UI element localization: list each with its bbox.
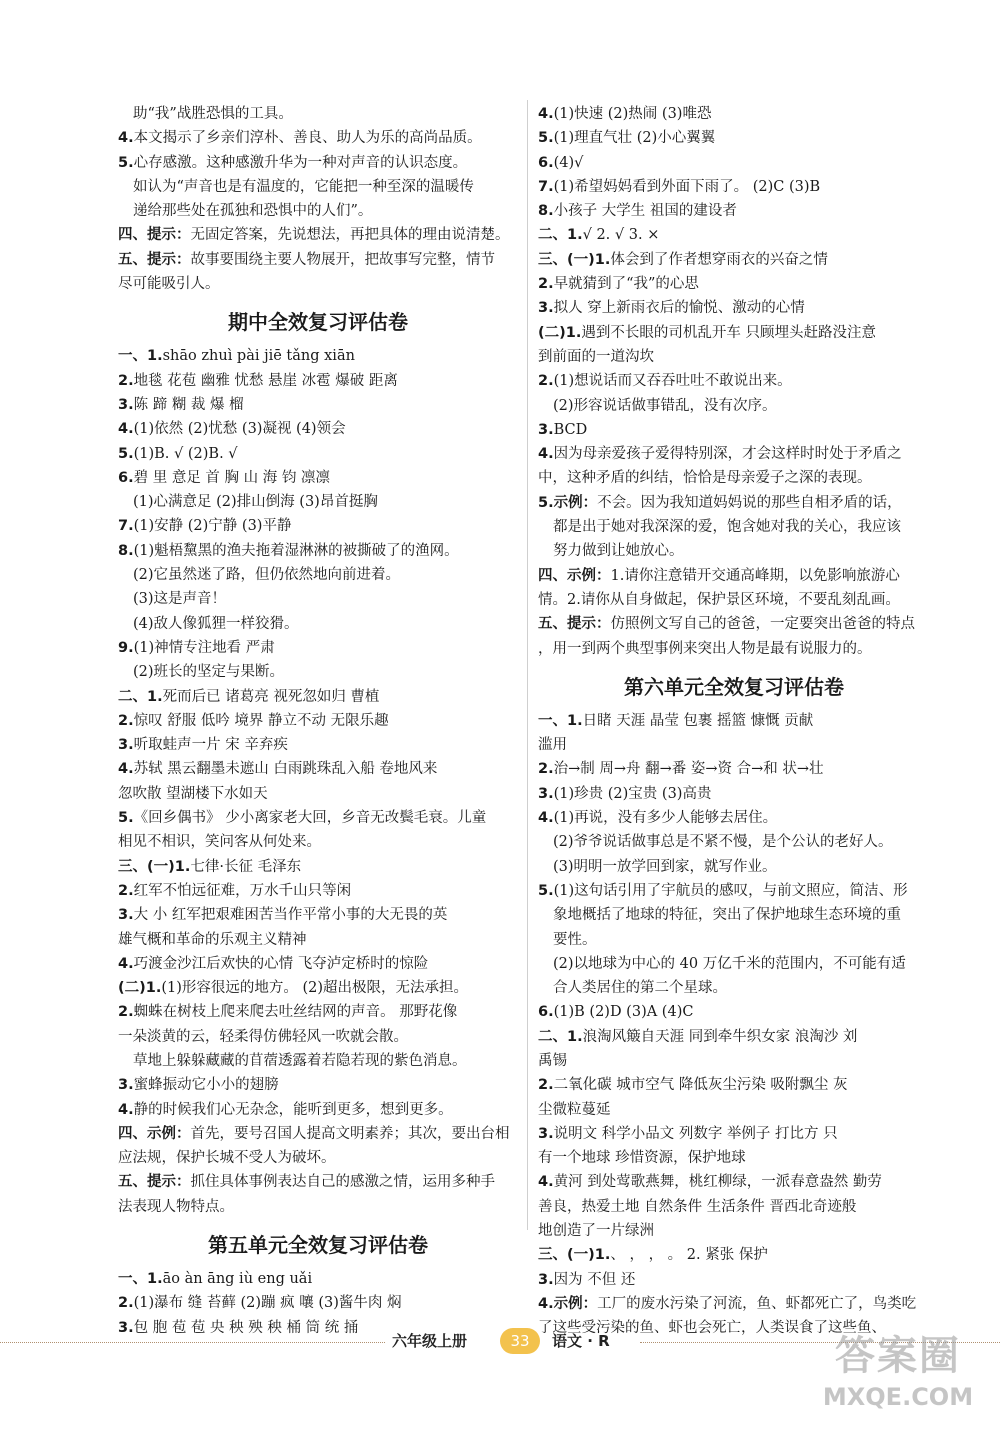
answer-line <box>118 612 518 636</box>
answer-line <box>538 296 930 320</box>
answer-text: 禹锡 <box>538 1052 567 1069</box>
answer-text: 善良，热爱土地 自然条件 生活条件 晋西北奇迹般 <box>538 1198 857 1215</box>
answer-line <box>538 637 930 661</box>
answer-number: 6. <box>118 469 134 486</box>
answer-text: 陈 蹄 糊 裁 爆 榴 <box>133 396 244 413</box>
answer-line <box>118 369 518 393</box>
answer-line <box>538 782 930 806</box>
answer-text: (1)再说，没有多少人能够去居住。 <box>553 810 778 827</box>
answer-text: 忽吹散 望湖楼下水如天 <box>118 785 268 802</box>
answer-line <box>118 199 518 223</box>
answer-text: BCD <box>553 421 588 438</box>
answer-text: 到前面的一道沟坎 <box>538 348 654 365</box>
answer-text: 草地上躲躲藏藏的苜蓿透露着若隐若现的紫色消息。 <box>133 1052 467 1069</box>
answer-line <box>538 1268 930 1292</box>
answer-number: 7. <box>118 518 134 535</box>
answer-line <box>118 442 518 466</box>
answer-line <box>118 879 518 903</box>
answer-text: 听取蛙声一片 宋 辛弃疾 <box>133 737 288 754</box>
answer-line <box>538 1025 930 1049</box>
answer-line <box>538 709 930 733</box>
answer-text: 无固定答案，先说想法，再把具体的理由说清楚。 <box>190 227 510 244</box>
left-answer-column <box>118 102 518 1340</box>
answer-text: (1)形容很远的地方。 (2)超出极限，无法承担。 <box>161 980 469 997</box>
answer-line <box>538 612 930 636</box>
answer-text: 遇到不长眼的司机乱开车 只顾埋头赶路没注意 <box>581 324 876 341</box>
answer-text: (1)珍贵 (2)宝贵 (3)高贵 <box>553 785 712 802</box>
answer-line <box>538 733 930 757</box>
answer-number: 2. <box>538 1077 554 1094</box>
answer-text: 不会。因为我知道妈妈说的那些自相矛盾的话， <box>597 494 902 511</box>
answer-text: 中，这种矛盾的纠结，恰恰是母亲爱子之深的表现。 <box>538 470 872 487</box>
answer-number: 8. <box>118 542 134 559</box>
answer-line <box>118 855 518 879</box>
answer-line <box>538 491 930 515</box>
answer-number: 7. <box>538 178 554 195</box>
answer-line <box>538 248 930 272</box>
answer-line <box>118 636 518 660</box>
answer-text: shāo zhuì pài jiē tǎng xiān <box>162 348 355 365</box>
answer-number: 三、(一)1. <box>118 858 191 875</box>
section-title: 第五单元全效复习评估卷 <box>208 1233 428 1258</box>
answer-line <box>118 126 518 150</box>
answer-text: 早就猜到了“我”的心思 <box>553 276 699 293</box>
answer-text: (4)敌人像狐狸一样狡猾。 <box>133 615 299 632</box>
answer-line <box>538 345 930 369</box>
answer-text: 惊叹 舒服 低吟 境界 静立不动 无限乐趣 <box>133 712 389 729</box>
answer-number: 二、1. <box>118 688 163 705</box>
answer-line <box>118 1000 518 1024</box>
answer-number: 5.示例： <box>538 494 598 511</box>
answer-text: 了这些受污染的鱼、虾也会死亡，人类误食了这些鱼、 <box>538 1320 886 1337</box>
answer-text: 静的时候我们心无杂念，能听到更多，想到更多。 <box>133 1101 453 1118</box>
answer-number: 一、1. <box>118 348 163 365</box>
answer-line <box>538 515 930 539</box>
right-answer-column <box>538 102 930 1341</box>
answer-text: 心存感激。这种感激升华为一种对声音的认识态度。 <box>133 154 468 171</box>
answer-line <box>538 369 930 393</box>
answer-line <box>118 709 518 733</box>
answer-text: 递给那些处在孤独和恐惧中的人们”。 <box>133 203 373 220</box>
answer-text: (1)瀑布 缝 苔藓 (2)蹦 疯 嚷 (3)酱牛肉 焖 <box>133 1295 402 1312</box>
answer-line <box>538 1122 930 1146</box>
answer-text: 日睹 天涯 晶莹 包裹 摇篮 慷慨 贡献 <box>582 712 814 729</box>
answer-number: 3. <box>118 1077 134 1094</box>
answer-line <box>538 126 930 150</box>
answer-number: 4. <box>118 761 134 778</box>
answer-number: 三、(一)1. <box>538 1247 611 1264</box>
answer-number: 一、1. <box>118 1271 163 1288</box>
answer-text: 故事要围绕主要人物展开，把故事写完整，情节 <box>190 251 495 268</box>
answer-line <box>118 1170 518 1194</box>
answer-text: 努力做到让她放心。 <box>553 543 684 560</box>
answer-line <box>118 514 518 538</box>
answer-text: (1)想说话而又吞吞吐吐不敢说出来。 <box>553 373 792 390</box>
answer-number: 4. <box>118 421 134 438</box>
answer-number: 6. <box>538 154 554 171</box>
answer-line <box>118 757 518 781</box>
answer-text: 尽可能吸引人。 <box>118 276 220 293</box>
answer-line <box>118 782 518 806</box>
column-divider <box>527 100 528 1230</box>
answer-number: 4. <box>118 130 134 147</box>
answer-line <box>538 1146 930 1170</box>
answer-line <box>538 976 930 1000</box>
answer-number: 5. <box>118 445 134 462</box>
answer-text: (2)形容说话做事错乱，没有次序。 <box>553 397 777 414</box>
answer-text: (1)理直气壮 (2)小心翼翼 <box>553 130 716 147</box>
answer-text: 象地概括了地球的特征，突出了保护地球生态环境的重 <box>553 907 901 924</box>
answer-text: 拟人 穿上新雨衣后的愉悦、激动的心情 <box>553 300 805 317</box>
answer-line <box>118 344 518 368</box>
answer-text: 治→制 周→舟 翻→番 姿→资 合→和 状→壮 <box>553 761 824 778</box>
answer-line <box>538 175 930 199</box>
answer-text: 1.请你注意错开交通高峰期，以免影响旅游心 <box>610 567 900 584</box>
answer-line <box>118 563 518 587</box>
answer-line <box>538 394 930 418</box>
answer-line <box>118 1025 518 1049</box>
answer-line <box>538 564 930 588</box>
answer-number: 4. <box>118 955 134 972</box>
answer-line <box>118 1267 518 1291</box>
answer-text: 蜜蜂振动它小小的翅膀 <box>133 1077 279 1094</box>
answer-number: 一、1. <box>538 712 583 729</box>
answer-text: 包 胞 苞 苞 央 秧 殃 秧 桶 筒 统 捅 <box>133 1319 359 1336</box>
answer-text: (2)它虽然迷了路，但仍依然地向前进着。 <box>133 567 401 584</box>
answer-text: (3)这是声音！ <box>133 591 227 608</box>
answer-line <box>538 1219 930 1243</box>
answer-number: 5. <box>538 882 554 899</box>
answer-line <box>538 830 930 854</box>
answer-line <box>118 952 518 976</box>
answer-text: 体会到了作者想穿雨衣的兴奋之情 <box>610 251 828 268</box>
answer-line <box>538 418 930 442</box>
answer-line <box>118 175 518 199</box>
answer-text: 地创造了一片绿洲 <box>538 1223 654 1240</box>
answer-line <box>538 588 930 612</box>
answer-line <box>538 757 930 781</box>
answer-text: 工厂的废水污染了河流，鱼、虾都死亡了，鸟类吃 <box>597 1295 917 1312</box>
answer-line <box>118 1146 518 1170</box>
answer-text: 有一个地球 珍惜资源，保护地球 <box>538 1150 746 1167</box>
answer-line <box>538 952 930 976</box>
answer-text: 因为 不但 还 <box>553 1271 636 1288</box>
answer-number: 3. <box>118 737 134 754</box>
answer-text: 情。2.请你从自身做起，保护景区环境，不要乱刻乱画。 <box>538 591 900 608</box>
answer-text: 仿照例文写自己的爸爸，一定要突出爸爸的特点 <box>610 616 915 633</box>
answer-number: 二、1. <box>538 227 583 244</box>
answer-number: 2. <box>538 761 554 778</box>
footer-rule-left <box>0 1342 385 1344</box>
answer-text: 大 小 红军把艰难困苦当作平常小事的大无畏的英 <box>133 907 448 924</box>
answer-number: 2. <box>118 1295 134 1312</box>
answer-line <box>538 272 930 296</box>
answer-number: 4. <box>118 1101 134 1118</box>
answer-line <box>118 1122 518 1146</box>
answer-text: 因为母亲爱孩子爱得特别深，才会这样时时处于矛盾之 <box>553 446 902 463</box>
answer-number: 3. <box>118 907 134 924</box>
answer-number: 4. <box>538 1174 554 1191</box>
answer-line <box>118 903 518 927</box>
answer-number: 4. <box>538 446 554 463</box>
answer-line <box>118 539 518 563</box>
answer-number: 2. <box>538 276 554 293</box>
answer-line <box>538 1049 930 1073</box>
answer-text: (4)√ <box>553 154 584 171</box>
answer-line <box>118 490 518 514</box>
answer-number: (二)1. <box>118 980 162 997</box>
answer-text: (1)神情专注地看 严肃 <box>133 639 275 656</box>
answer-line <box>538 223 930 247</box>
answer-line <box>538 1195 930 1219</box>
answer-text: 法表现人物特点。 <box>118 1198 234 1215</box>
answer-number: 2. <box>118 882 134 899</box>
answer-text: 本文揭示了乡亲们淳朴、善良、助人为乐的高尚品质。 <box>133 130 482 147</box>
answer-text: 滥用 <box>538 737 567 754</box>
answer-number: 五、提示： <box>118 251 191 268</box>
answer-text: (2)班长的坚定与果断。 <box>133 664 285 681</box>
answer-text: 助“我”战胜恐惧的工具。 <box>133 106 293 122</box>
answer-number: 9. <box>118 639 134 656</box>
answer-text: 《回乡偶书》 少小离家老大回，乡音无改鬓毛衰。儿童 <box>133 810 487 827</box>
answer-text: 蜘蛛在树枝上爬来爬去吐丝结网的声音。 那野花像 <box>133 1004 458 1021</box>
answer-line <box>118 248 518 272</box>
answer-line <box>118 1073 518 1097</box>
answer-number: 三、(一)1. <box>538 251 611 268</box>
answer-line <box>538 903 930 927</box>
answer-text: (1)心满意足 (2)排山倒海 (3)昂首挺胸 <box>133 494 378 511</box>
answer-number: 2. <box>538 373 554 390</box>
answer-number: 四、示例： <box>118 1125 191 1142</box>
answer-text: (1)魁梧黧黑的渔夫拖着湿淋淋的被撕破了的渔网。 <box>133 542 459 559</box>
answer-line <box>538 1243 930 1267</box>
answer-text: 死而后已 诸葛亮 视死忽如归 曹植 <box>162 688 380 705</box>
answer-text: 相见不相识，笑问客从何处来。 <box>118 834 321 851</box>
answer-number: 5. <box>118 810 134 827</box>
answer-line <box>118 733 518 757</box>
answer-line <box>538 442 930 466</box>
answer-text: 一朵淡黄的云，轻柔得仿佛轻风一吹就会散。 <box>118 1028 408 1045</box>
answer-number: 四、示例： <box>538 567 611 584</box>
answer-text: āo àn āng iù eng uǎi <box>162 1271 313 1288</box>
answer-number: 3. <box>538 785 554 802</box>
answer-text: 应法规，保护长城不受人为破坏。 <box>118 1150 336 1167</box>
answer-number: 4. <box>538 810 554 827</box>
answer-text: (1)安静 (2)宁静 (3)平静 <box>133 518 292 535</box>
footer-page-number: 33 <box>500 1328 540 1354</box>
answer-line <box>118 1291 518 1315</box>
answer-number: (二)1. <box>538 324 582 341</box>
answer-text: 都是出于她对我深深的爱，饱含她对我的关心，我应该 <box>553 519 901 536</box>
answer-number: 4.示例： <box>538 1295 598 1312</box>
answer-line <box>118 587 518 611</box>
answer-line <box>118 1195 518 1219</box>
answer-text: 要性。 <box>553 931 597 948</box>
answer-text: 黄河 到处莺歌燕舞，桃红柳绿，一派春意盎然 勤劳 <box>553 1174 882 1191</box>
answer-number: 四、提示： <box>118 227 191 244</box>
answer-line <box>538 321 930 345</box>
answer-text: 抓住具体事例表达自己的感激之情，运用多种手 <box>190 1174 495 1191</box>
answer-number: 8. <box>538 203 554 220</box>
answer-text: 雄气概和革命的乐观主义精神 <box>118 931 307 948</box>
watermark-site: MXQE.COM <box>822 1383 974 1411</box>
answer-text: (3)明明一放学回到家，就写作业。 <box>553 858 777 875</box>
answer-line <box>538 879 930 903</box>
answer-line <box>538 1292 930 1316</box>
answer-text: (1)快速 (2)热闹 (3)唯恐 <box>553 106 712 122</box>
answer-line <box>538 1098 930 1122</box>
answer-line <box>118 102 518 126</box>
answer-line <box>538 102 930 126</box>
footer-grade: 六年级上册 <box>392 1332 468 1350</box>
section-title: 期中全效复习评估卷 <box>228 310 408 335</box>
answer-text: 地毯 花苞 幽雅 忧愁 悬崖 冰雹 爆破 距离 <box>133 372 398 389</box>
answer-number: 5. <box>118 154 134 171</box>
answer-text: 小孩子 大学生 祖国的建设者 <box>553 203 737 220</box>
answer-line <box>118 1049 518 1073</box>
answer-line <box>118 976 518 1000</box>
answer-line <box>118 1098 518 1122</box>
footer-subject: 语文 · R <box>552 1332 610 1350</box>
answer-line <box>118 660 518 684</box>
answer-line <box>118 272 518 296</box>
answer-number: 二、1. <box>538 1028 583 1045</box>
answer-text: 如认为“声音也是有温度的，它能把一种至深的温暖传 <box>133 178 474 195</box>
answer-line <box>118 928 518 952</box>
answer-line <box>118 466 518 490</box>
answer-number: 五、提示： <box>118 1174 191 1191</box>
answer-line <box>118 685 518 709</box>
answer-line <box>118 151 518 175</box>
answer-text: 、 ， ， 。 2. 紧张 保护 <box>610 1247 768 1264</box>
answer-text: 苏轼 黑云翻墨未遮山 白雨跳珠乱入船 卷地风来 <box>133 761 438 778</box>
section-title: 第六单元全效复习评估卷 <box>624 674 844 699</box>
answer-number: 3. <box>538 300 554 317</box>
answer-text: 碧 里 意足 首 胸 山 海 钧 凛凛 <box>133 469 330 486</box>
answer-number: 五、提示： <box>538 616 611 633</box>
answer-line <box>538 466 930 490</box>
answer-line <box>118 393 518 417</box>
answer-text: 红军不怕远征难，万水千山只等闲 <box>133 882 352 899</box>
answer-number: 3. <box>538 1271 554 1288</box>
answer-text: 首先，要号召国人提高文明素养；其次，要出台相 <box>190 1125 510 1142</box>
answer-text: 七律·长征 毛泽东 <box>190 858 302 875</box>
answer-text: 尘微粒蔓延 <box>538 1101 611 1118</box>
answer-line <box>538 806 930 830</box>
answer-line <box>118 417 518 441</box>
answer-text: √ 2. √ 3. × <box>582 227 660 244</box>
answer-number: 3. <box>538 1125 554 1142</box>
watermark-mark: 答案圈 <box>835 1333 961 1379</box>
answer-text: 巧渡金沙江后欢快的心情 飞夺泸定桥时的惊险 <box>133 955 429 972</box>
answer-text: 浪淘风簸自天涯 同到牵牛织女家 浪淘沙 刘 <box>582 1028 858 1045</box>
answer-number: 2. <box>118 372 134 389</box>
answer-text: (1)B (2)D (3)A (4)C <box>553 1004 694 1021</box>
answer-text: (1)这句话引用了宇航员的感叹，与前文照应，简洁、形 <box>553 882 908 899</box>
answer-line <box>118 830 518 854</box>
answer-text: (1)B. √ (2)B. √ <box>133 445 238 462</box>
answer-text: (1)希望妈妈看到外面下雨了。 (2)C (3)B <box>553 178 821 195</box>
answer-text: (1)依然 (2)忧愁 (3)凝视 (4)领会 <box>133 421 346 438</box>
watermark-logo <box>808 1330 988 1428</box>
answer-text: ，用一到两个典型事例来突出人物是最有说服力的。 <box>538 640 872 657</box>
answer-line <box>118 806 518 830</box>
answer-text: 二氧化碳 城市空气 降低灰尘污染 吸附飘尘 灰 <box>553 1077 848 1094</box>
answer-text: 合人类居住的第二个星球。 <box>553 980 727 997</box>
answer-number: 3. <box>538 421 554 438</box>
answer-line <box>538 539 930 563</box>
answer-line <box>538 1000 930 1024</box>
answer-text: (2)爷爷说话做事总是不紧不慢，是个公认的老好人。 <box>553 834 893 851</box>
answer-line <box>538 199 930 223</box>
answer-number: 5. <box>538 130 554 147</box>
answer-number: 4. <box>538 106 554 122</box>
answer-number: 3. <box>118 1319 134 1336</box>
answer-number: 2. <box>118 712 134 729</box>
answer-text: (2)以地球为中心的 40 万亿千米的范围内，不可能有适 <box>553 955 906 972</box>
answer-line <box>538 928 930 952</box>
answer-number: 2. <box>118 1004 134 1021</box>
answer-line <box>538 1170 930 1194</box>
answer-number: 3. <box>118 396 134 413</box>
answer-line <box>538 855 930 879</box>
answer-text: 说明文 科学小品文 列数字 举例子 打比方 只 <box>553 1125 838 1142</box>
answer-line <box>118 223 518 247</box>
answer-line <box>538 151 930 175</box>
answer-number: 6. <box>538 1004 554 1021</box>
answer-line <box>538 1073 930 1097</box>
